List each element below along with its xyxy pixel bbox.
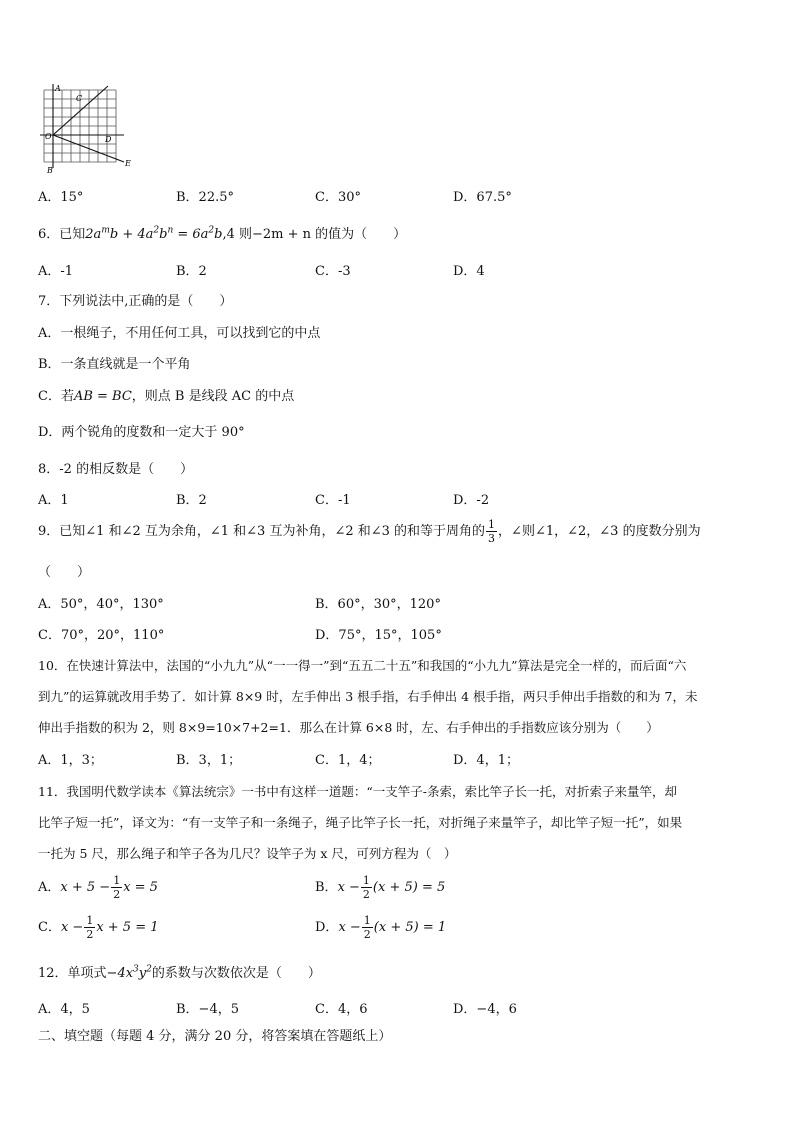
- q5-option-b: B．22.5°: [176, 190, 234, 205]
- q10-stem-line1: 10．在快速计算法中，法国的“小九九”从“一一得一”到“五五二十五”和我国的“小九九”算法是完全一样的，而后面“六: [38, 658, 687, 673]
- q7-option-d: D．两个锐角的度数和一定大于 90°: [38, 425, 245, 440]
- q6-eq-5: b: [214, 227, 223, 242]
- q10-option-a: A．1，3；: [38, 753, 103, 768]
- q12-option-d: D．−4，6: [453, 1002, 517, 1017]
- q6-eq-m: m: [101, 225, 110, 236]
- q11-option-a: [38, 874, 158, 901]
- q11-c-pre: x −: [60, 920, 84, 935]
- q6-eq-2b: 2: [208, 225, 215, 236]
- q11-option-c: [38, 914, 159, 941]
- q7-c-pre: C．若: [38, 389, 74, 404]
- label-D: D: [105, 135, 112, 144]
- label-E: E: [125, 159, 131, 168]
- q5-option-c: C．30°: [315, 190, 361, 205]
- grid-figure: [36, 82, 136, 174]
- q10-option-c: C．1，4；: [315, 753, 381, 768]
- q9-fraction: [486, 518, 497, 545]
- q6-suffix: ,4 则−2m + n 的值为（ ）: [222, 227, 407, 242]
- q11-a-pre: x + 5 −: [60, 880, 111, 895]
- q8-option-c: C．-1: [315, 493, 351, 508]
- label-O: O: [45, 132, 52, 141]
- q9-frac-num: 1: [488, 518, 496, 531]
- q11-a-frac-num: 1: [113, 874, 121, 887]
- q11-b-pre: x −: [337, 880, 360, 895]
- q8-option-b: B．2: [176, 493, 207, 508]
- q12-mono-exp1: 3: [133, 964, 139, 975]
- q11-stem-line1: 11．我国明代数学读本《算法统宗》一书中有这样一道题：“一支竿子-条索，索比竿子长一托，对折索子来量竿，却: [38, 784, 678, 799]
- q10-option-d: D．4，1；: [453, 753, 519, 768]
- q11-c-frac-num: 1: [86, 914, 94, 927]
- q9-stem-pre: 9．已知∠1 和∠2 互为余角，∠1 和∠3 互为补角，∠2 和∠3 的和等于周角的: [38, 524, 486, 539]
- q11-d-fraction: [362, 914, 373, 941]
- q11-b-label: B．: [315, 880, 338, 895]
- q6-eq-n: n: [167, 225, 174, 236]
- q11-c-post: x + 5 = 1: [96, 920, 159, 935]
- label-A: A: [55, 84, 61, 93]
- q12-stem: [38, 962, 321, 981]
- q8-stem: 8．-2 的相反数是（ ）: [38, 462, 194, 477]
- q12-option-c: C．4，6: [315, 1002, 368, 1017]
- q7-c-math: AB = BC: [73, 389, 132, 404]
- q10-stem-line2: 到九”的运算就改用手势了．如计算 8×9 时，左手伸出 3 根手指，右手伸出 4 根手指，两只手伸出手指数的和为 7，未: [38, 689, 698, 704]
- q7-option-a: A．一根绳子，不用任何工具，可以找到它的中点: [38, 326, 321, 341]
- label-C: C: [76, 94, 83, 103]
- q12-option-b: B．−4，5: [176, 1002, 239, 1017]
- q11-b-frac-num: 1: [362, 874, 370, 887]
- q9-stem: [38, 518, 701, 545]
- q9-option-b: B．60°，30°，120°: [315, 597, 441, 612]
- q5-option-d: D．67.5°: [453, 190, 512, 205]
- q11-option-b: [315, 874, 445, 901]
- section-2-heading: 二、填空题（每题 4 分，满分 20 分，将答案填在答题纸上）: [38, 1029, 392, 1044]
- q11-stem-line3: 一托为 5 尺，那么绳子和竿子各为几尺？设竿子为 x 尺，可列方程为（ ）: [38, 846, 457, 861]
- q9-option-c: C．70°，20°，110°: [38, 628, 165, 643]
- q6-option-b: B．2: [176, 264, 207, 279]
- q11-stem-line2: 比竿子短一托”，译文为：“有一支竿子和一条绳子，绳子比竿子长一托，对折绳子来量竿子，却比竿子短一托”，如果: [38, 815, 683, 830]
- q6-option-d: D．4: [453, 264, 485, 279]
- q6-eq-2sup: 2: [153, 225, 160, 236]
- q6-eq-4: = 6a: [173, 227, 209, 242]
- q11-a-post: x = 5: [123, 880, 158, 895]
- q6-eq-3: b: [159, 227, 168, 242]
- q12-option-a: A．4，5: [38, 1002, 90, 1017]
- q9-option-a: A．50°，40°，130°: [38, 597, 164, 612]
- q11-a-label: A．: [38, 880, 61, 895]
- q11-c-label: C．: [38, 920, 61, 935]
- q10-option-b: B．3，1；: [176, 753, 242, 768]
- q6-prefix: 6．已知: [38, 227, 86, 242]
- q9-frac-den: 3: [488, 532, 496, 545]
- q12-mono-coef: −4x: [106, 966, 134, 981]
- q6-stem: [38, 223, 406, 242]
- q12-pre: 12．单项式: [38, 966, 107, 981]
- q12-mono-exp2: 2: [146, 964, 152, 975]
- q8-option-d: D．-2: [453, 493, 490, 508]
- label-B: B: [47, 166, 53, 174]
- q11-a-fraction: [111, 874, 122, 901]
- q7-stem: 7．下列说法中,正确的是（ ）: [38, 294, 233, 309]
- q6-eq-1: 2a: [85, 227, 102, 242]
- q7-option-c: [38, 385, 294, 404]
- q6-eq-2: b + 4a: [109, 227, 154, 242]
- q11-d-label: D．: [315, 920, 339, 935]
- q11-b-frac-den: 2: [362, 888, 370, 901]
- q9-option-d: D．75°，15°，105°: [315, 628, 442, 643]
- q8-option-a: A．1: [38, 493, 69, 508]
- q7-c-post: ，则点 B 是线段 AC 的中点: [131, 389, 295, 404]
- q12-monomial: [107, 966, 152, 981]
- q9-stem-line2: （ ）: [38, 565, 91, 580]
- q11-b-post: (x + 5) = 5: [372, 880, 446, 895]
- q11-b-fraction: [361, 874, 372, 901]
- q12-post: 的系数与次数依次是（ ）: [151, 966, 321, 981]
- q11-c-fraction: [84, 914, 95, 941]
- q6-option-c: C．-3: [315, 264, 351, 279]
- q11-d-pre: x −: [338, 920, 361, 935]
- q7-option-b: B．一条直线就是一个平角: [38, 357, 191, 372]
- q10-stem-line3: 伸出手指数的积为 2，则 8×9=10×7+2=1．那么在计算 6×8 时，左、右手伸出的手指数应该分别为（ ）: [38, 720, 659, 735]
- q11-d-post: (x + 5) = 1: [373, 920, 447, 935]
- q12-mono-y: y: [138, 966, 147, 981]
- q11-option-d: [315, 914, 446, 941]
- q11-a-frac-den: 2: [113, 888, 121, 901]
- q6-option-a: A．-1: [38, 264, 74, 279]
- q9-stem-post: ，∠则∠1，∠2，∠3 的度数分别为: [498, 524, 701, 539]
- q5-option-a: A．15°: [38, 190, 84, 205]
- q6-eq: [85, 227, 222, 242]
- q11-d-frac-num: 1: [363, 914, 371, 927]
- q11-c-frac-den: 2: [86, 928, 94, 941]
- q11-d-frac-den: 2: [363, 928, 371, 941]
